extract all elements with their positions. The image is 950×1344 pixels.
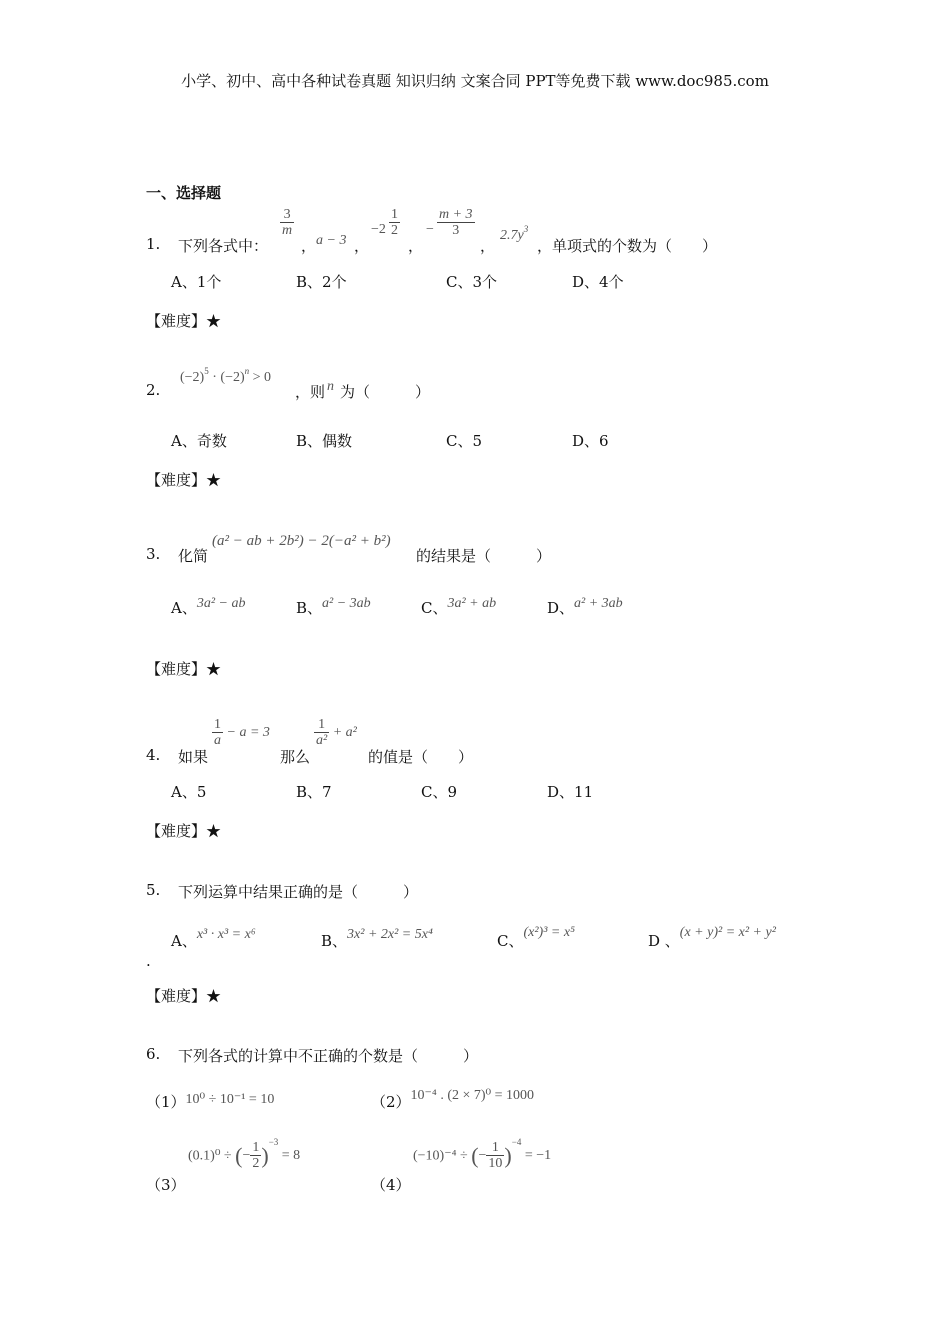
option-c: C、3个 — [446, 273, 498, 291]
math-expression: a − 3 — [316, 233, 347, 248]
question-text: 下列各式的计算中不正确的个数是（ ） — [178, 1047, 479, 1065]
math-fraction: $\frac{m + 3}{3}$ — [439, 207, 473, 239]
option-c: C、(x²)³ = x⁵ — [497, 925, 575, 950]
option-b: B、偶数 — [296, 432, 353, 450]
option-d: D、6 — [572, 432, 609, 450]
difficulty-label: 【难度】★ — [146, 312, 222, 330]
question-text: 的结果是（ ） — [416, 547, 552, 565]
separator: ， — [354, 237, 370, 255]
math-fraction: $\frac{1}{2}$ — [391, 207, 398, 239]
sub-item-3: (0.1)⁰ ÷ (− $\frac{1}{2}$ )$^{-3}$ = 8 — [188, 1137, 301, 1172]
question-text: 的值是（ ） — [368, 748, 474, 766]
difficulty-label: 【难度】★ — [146, 987, 222, 1005]
question-number: 3. — [146, 545, 161, 563]
math-condition: $\frac{1}{a}$ − a = 3 — [214, 717, 270, 749]
difficulty-label: 【难度】★ — [146, 471, 222, 489]
question-text: 如果 — [178, 748, 209, 766]
option-c: C、5 — [446, 432, 483, 450]
separator: ， — [301, 237, 317, 255]
question-number: 1. — [146, 235, 161, 253]
question-text: ，则 — [295, 383, 326, 401]
math-expression: (a² − ab + 2b²) − 2(−a² + b²) — [212, 533, 391, 549]
question-number: 2. — [146, 381, 161, 399]
question-text: 那么 — [280, 748, 311, 766]
option-a: A、5 — [171, 783, 207, 801]
page-header: 小学、初中、高中各种试卷真题 知识归纳 文案合同 PPT等免费下载 www.doc985.com — [181, 72, 769, 90]
question-text: ，单项式的个数为（ ） — [537, 237, 718, 255]
difficulty-label: 【难度】★ — [146, 660, 222, 678]
question-number: 4. — [146, 746, 161, 764]
question-number: 5. — [146, 881, 161, 899]
option-b: B、3x² + 2x² = 5x⁴ — [321, 927, 433, 950]
separator: ， — [480, 237, 496, 255]
sub-item-4-label: （4） — [371, 1176, 411, 1194]
option-b: B、7 — [296, 783, 332, 801]
option-d: D 、(x + y)² = x² + y² — [648, 925, 776, 950]
option-d: D、a² + 3ab — [547, 596, 623, 617]
question-text: 下列各式中： — [178, 237, 269, 255]
sub-item-3-label: （3） — [146, 1176, 186, 1194]
question-number: 6. — [146, 1045, 161, 1063]
question-text: 化简 — [178, 547, 209, 565]
option-d: D、11 — [547, 783, 594, 801]
section-title: 一、选择题 — [146, 184, 222, 202]
question-text: 为（ ） — [340, 383, 431, 401]
sub-item-4: (−10)⁻⁴ ÷ (− $\frac{1}{10}$ )$^{-4}$ = −1 — [413, 1137, 552, 1172]
math-expression: $2.7y^3$ — [500, 224, 529, 243]
question-text: 下列运算中结果正确的是（ ） — [178, 883, 419, 901]
difficulty-label: 【难度】★ — [146, 822, 222, 840]
option-b: B、2个 — [296, 273, 347, 291]
option-a: A、1个 — [171, 273, 222, 291]
math-expression: $\frac{1}{\text{a²}}$ + a² — [316, 717, 357, 749]
math-expression: $(-2)^5 \cdot (-2)^n > 0$ — [180, 366, 272, 385]
math-mixed-int: −2 — [371, 222, 386, 237]
option-a: A、x³ · x³ = x⁶ — [171, 927, 256, 950]
separator: ， — [408, 237, 424, 255]
option-d: D、4个 — [572, 273, 624, 291]
math-fraction: $\frac{3}{m}$ — [282, 207, 293, 239]
option-c: C、9 — [421, 783, 458, 801]
math-variable: n — [327, 379, 334, 394]
math-sign: − — [426, 222, 434, 237]
option-b: B、a² − 3ab — [296, 596, 371, 617]
sub-item-1: （1）10⁰ ÷ 10⁻¹ = 10 — [146, 1092, 275, 1111]
sub-item-2: （2）10⁻⁴ . (2 × 7)⁰ = 1000 — [371, 1088, 535, 1111]
option-a: A、奇数 — [171, 432, 227, 450]
period-mark: . — [146, 952, 151, 970]
option-c: C、3a² + ab — [421, 596, 497, 617]
option-a: A、3a² − ab — [171, 596, 246, 617]
